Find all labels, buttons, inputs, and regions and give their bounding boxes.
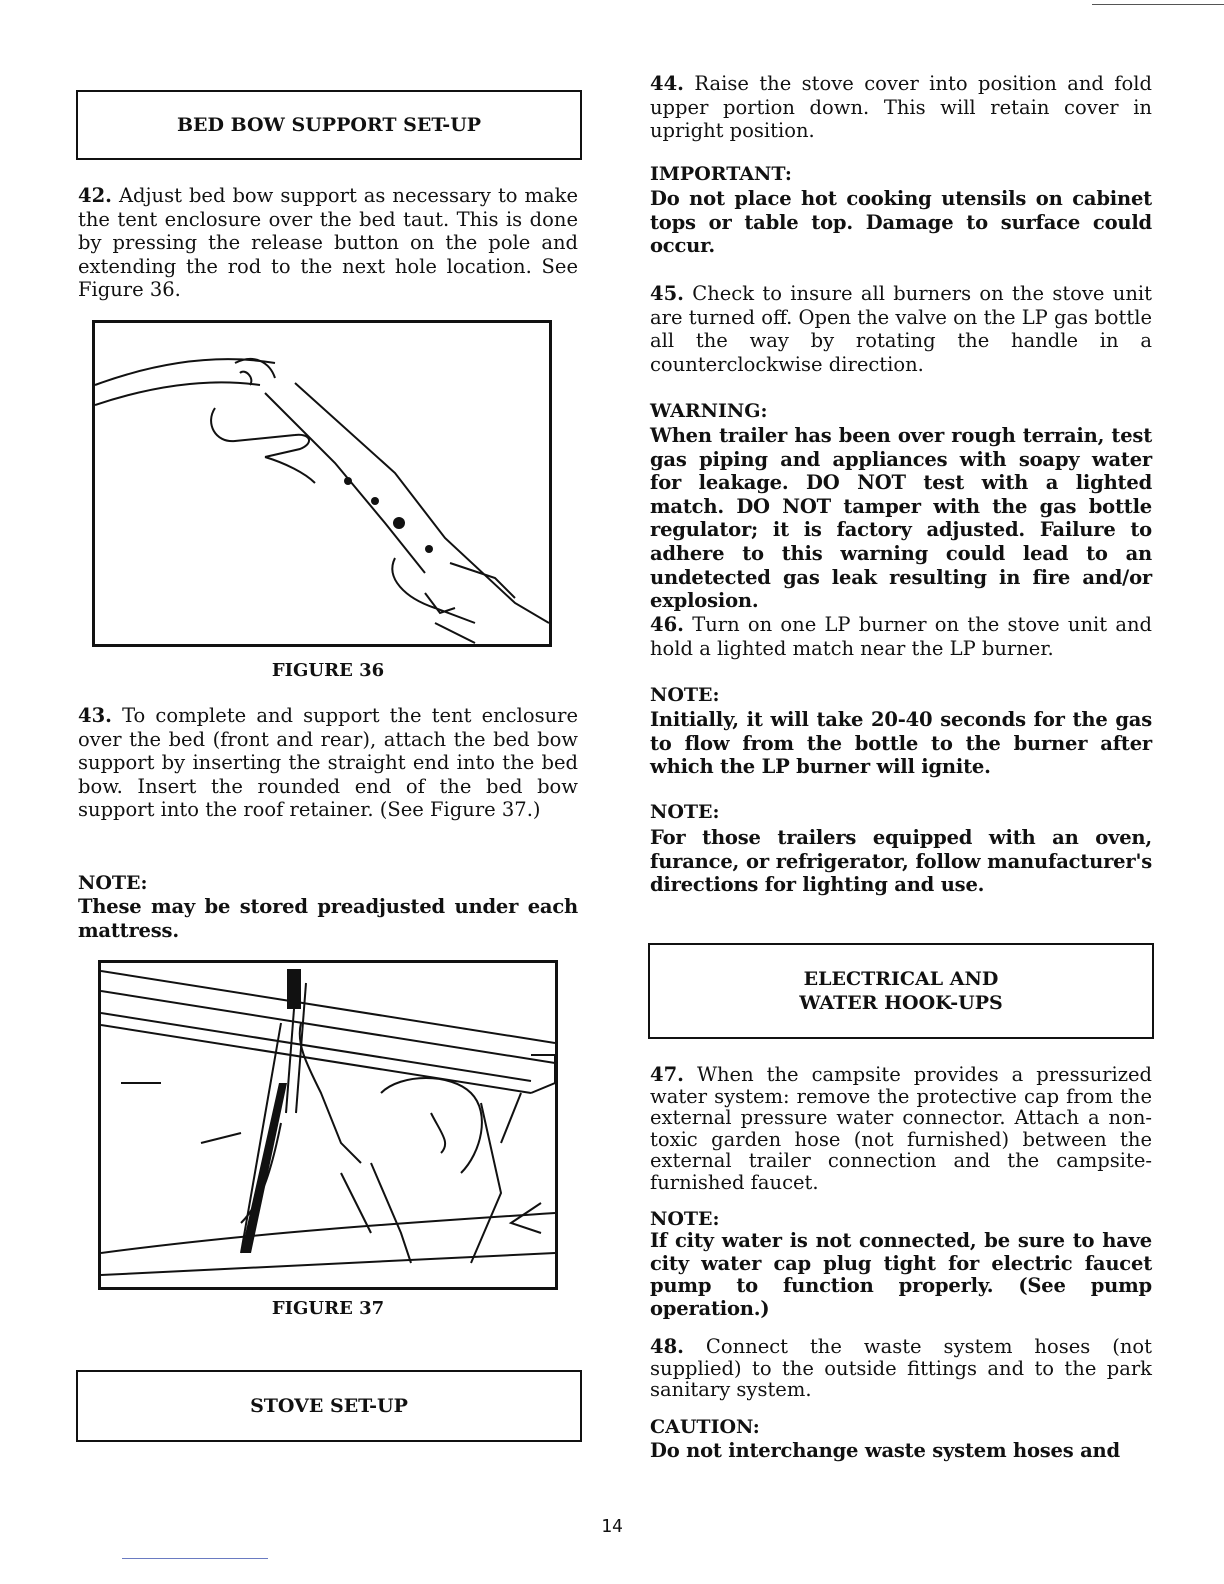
step-47 (650, 1064, 1152, 1193)
section-header-bed-bow (76, 90, 582, 160)
important-text: Do not place hot cooking utensils on cabinet tops or table top. Damage to surface could occur. (650, 187, 1152, 258)
section-header-electrical-water (648, 943, 1154, 1039)
figure-36-caption: FIGURE 36 (271, 660, 385, 681)
warning-text: When trailer has been over rough terrain, test gas piping and appliances with soapy water for leakage. DO NOT test with a lighted match. DO NOT tamper with the gas bottle regulator; it is factory adjusted. Failure to adhere to this warning could lead to an undetected gas leak resulting in fire and/or explosion. (650, 424, 1152, 613)
caution-label: CAUTION: (650, 1416, 760, 1438)
figure-36-image (92, 320, 552, 647)
warning-label: WARNING: (650, 400, 768, 422)
step-43 (78, 704, 578, 822)
step-number: 43. (78, 704, 112, 727)
note-text: For those trailers equipped with an oven, furance, or refrigerator, follow manufacturer's directions for lighting and use. (650, 826, 1152, 897)
step-text: To complete and support the tent enclosure over the bed (front and rear), attach the bed bow support by inserting the straight end into the bed bow. Insert the rounded end of the bed bow support into the roof retainer. (See Figure 37.) (78, 704, 579, 822)
step-48 (650, 1336, 1152, 1401)
note-text: Initially, it will take 20-40 seconds for the gas to flow from the bottle to the burner after which the LP burner will ignite. (650, 708, 1152, 779)
step-text: Raise the stove cover into position and fold upper portion down. This will retain cover in upright position. (650, 72, 1152, 143)
step-text: Adjust bed bow support as necessary to make the tent enclosure over the bed taut. This is done by pressing the release button on the pole and extending the rod to the next hole location. See Figure 36. (78, 184, 578, 302)
note-label: NOTE: (650, 1208, 720, 1230)
important-label: IMPORTANT: (650, 163, 792, 185)
step-number: 46. (650, 613, 684, 636)
caution-text: Do not interchange waste system hoses and (650, 1439, 1120, 1462)
note-text: If city water is not connected, be sure to have city water cap plug tight for electric faucet pump to function properly. (See pump operation.) (650, 1229, 1152, 1320)
step-number: 47. (650, 1063, 684, 1086)
note-text: These may be stored preadjusted under each mattress. (78, 895, 578, 942)
step-text: Connect the waste system hoses (not supplied) to the outside fittings and to the park sanitary system. (650, 1335, 1152, 1401)
section-title: BED BOW SUPPORT SET-UP (176, 114, 482, 136)
figure-37-image (98, 960, 558, 1290)
step-number: 44. (650, 72, 684, 95)
section-title-line-1: ELECTRICAL AND (803, 968, 999, 990)
step-text: When the campsite provides a pressurized water system: remove the protective cap from the external pressure water connector. Attach a non-toxic garden hose (not furnished) between the external trailer connection and the campsite-furnished faucet. (650, 1063, 1152, 1194)
note-label: NOTE: (650, 684, 720, 706)
note-label: NOTE: (78, 872, 148, 894)
step-text: Check to insure all burners on the stove unit are turned off. Open the valve on the LP gas bottle all the way by rotating the handle in a counterclockwise direction. (650, 282, 1152, 376)
section-title-line-2: WATER HOOK-UPS (799, 992, 1003, 1014)
step-45 (650, 282, 1152, 376)
figure-37-caption: FIGURE 37 (271, 1298, 385, 1319)
step-44 (650, 72, 1152, 143)
tent-roof-installation-illustration (101, 963, 555, 1287)
step-number: 48. (650, 1335, 684, 1358)
top-edge-rule (1092, 4, 1224, 5)
step-text: Turn on one LP burner on the stove unit and hold a lighted match near the LP burner. (650, 613, 1152, 660)
step-46 (650, 613, 1152, 660)
bottom-edge-rule (122, 1558, 268, 1559)
bed-bow-support-hand-illustration (95, 323, 549, 644)
step-number: 42. (78, 184, 112, 207)
page-number: 14 (601, 1516, 623, 1537)
section-title: STOVE SET-UP (250, 1395, 408, 1417)
step-42 (78, 184, 578, 302)
step-number: 45. (650, 282, 684, 305)
section-header-stove (76, 1370, 582, 1442)
note-label: NOTE: (650, 801, 720, 823)
